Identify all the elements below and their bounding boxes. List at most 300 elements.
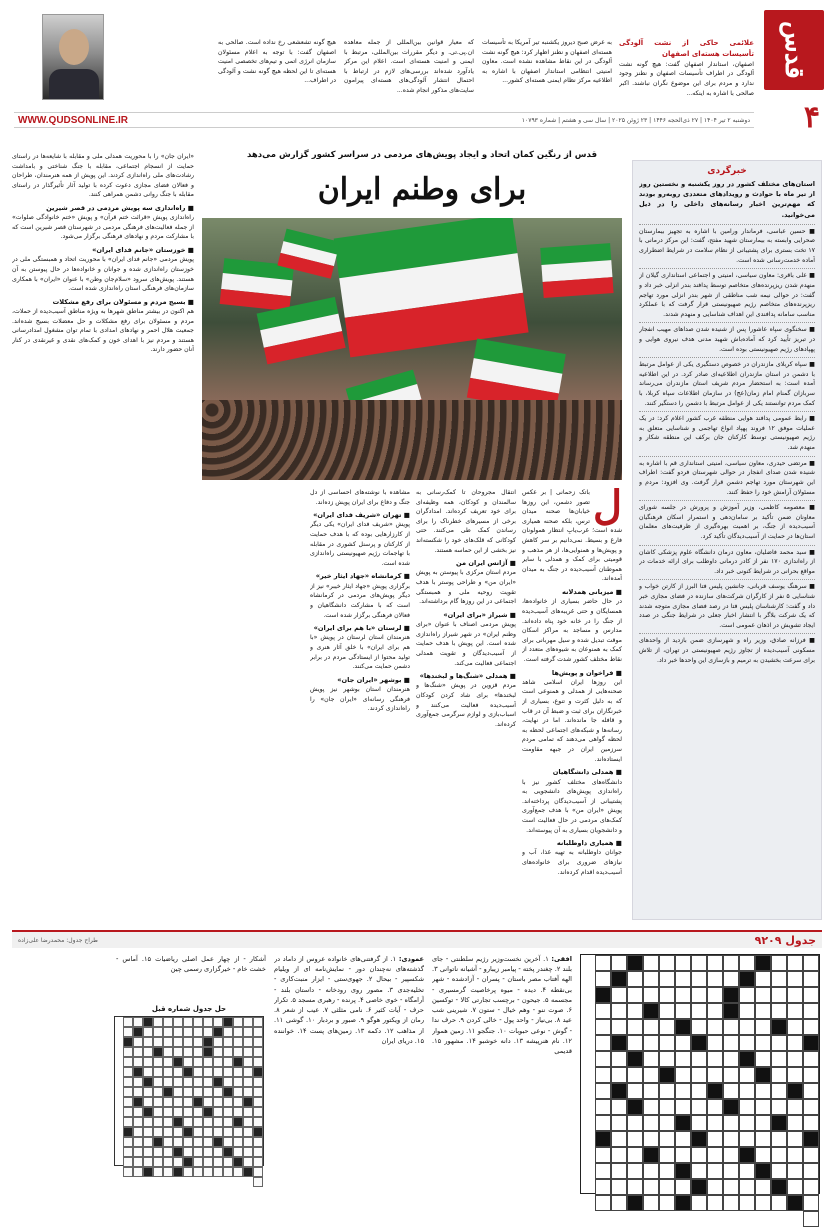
crossword-cell[interactable] [691,1147,707,1163]
answer-cell [183,1127,193,1137]
answer-cell [243,1087,253,1097]
crossword-cell[interactable] [771,987,787,1003]
crossword-cell[interactable] [707,1195,723,1211]
crossword-cell[interactable] [787,955,803,971]
crossword-cell[interactable] [691,1003,707,1019]
crossword-cell[interactable] [771,1163,787,1179]
crossword-cell[interactable] [627,1163,643,1179]
crossword-cell[interactable] [643,1195,659,1211]
answer-cell [133,1067,143,1077]
crossword-cell[interactable] [611,1163,627,1179]
crossword-cell[interactable] [739,1147,755,1163]
crossword-cell[interactable] [675,1131,691,1147]
crossword-cell[interactable] [675,1051,691,1067]
crossword-cell[interactable] [691,1115,707,1131]
article-col-4 [12,152,194,918]
answer-cell [143,1067,153,1077]
crossword-cell[interactable] [755,955,771,971]
crossword-cell[interactable] [675,1163,691,1179]
answer-cell [233,1067,243,1077]
crossword-cell[interactable] [739,1035,755,1051]
crossword-cell[interactable] [803,1115,819,1131]
crossword-cell[interactable] [707,1179,723,1195]
crossword-cell[interactable] [787,987,803,1003]
crossword-cell[interactable] [739,1067,755,1083]
crossword-cell[interactable] [723,1147,739,1163]
crossword-cell[interactable] [627,1003,643,1019]
crossword-cell[interactable] [675,1003,691,1019]
article-headline: برای وطنم ایران [317,172,527,207]
answer-cell [133,1117,143,1127]
crossword-cell[interactable] [771,1099,787,1115]
crossword-cell[interactable] [803,1035,819,1051]
crossword-cell[interactable] [723,1003,739,1019]
answer-cell [123,1057,133,1067]
crossword-cell[interactable] [659,1179,675,1195]
crossword-cell[interactable] [643,1131,659,1147]
answer-cell [233,1037,243,1047]
crossword-cell[interactable] [803,1147,819,1163]
answer-cell [163,1077,173,1087]
answer-cell [193,1127,203,1137]
crossword-cell[interactable] [771,1115,787,1131]
crossword-cell[interactable] [611,1083,627,1099]
crossword-cell[interactable] [707,1035,723,1051]
answer-cell [143,1097,153,1107]
answer-cell [123,1067,133,1077]
crossword-cell[interactable] [739,1131,755,1147]
answer-cell [123,1027,133,1037]
crossword-cell[interactable] [643,971,659,987]
crossword-cell[interactable] [659,1003,675,1019]
crossword-cell[interactable] [739,1019,755,1035]
crossword-cell[interactable] [611,971,627,987]
crossword-cell[interactable] [723,1131,739,1147]
crossword-cell[interactable] [755,1131,771,1147]
crossword-cell[interactable] [803,1195,819,1211]
crossword-cell[interactable] [723,1067,739,1083]
crossword-cell[interactable] [707,1099,723,1115]
answers-grid [114,1016,264,1166]
answer-cell [233,1107,243,1117]
answer-cell [243,1077,253,1087]
answer-cell [203,1057,213,1067]
answer-cell [213,1137,223,1147]
answer-cell [183,1017,193,1027]
crossword-cell[interactable] [643,1163,659,1179]
crossword-cell[interactable] [611,1019,627,1035]
crossword-cell[interactable] [595,1115,611,1131]
crossword-cell[interactable] [595,1163,611,1179]
answer-cell [183,1037,193,1047]
crossword-cell[interactable] [755,1003,771,1019]
crossword-cell[interactable] [691,1131,707,1147]
crossword-cell[interactable] [755,1163,771,1179]
crossword-cell[interactable] [771,1195,787,1211]
sidebar-news-item: ■ رابط عمومی پدافند هوایی منطقه غرب کشور اعلام کرد: در یک عملیات موفق ۱۲ فروند پهپاد انواع تهاجمی و شناسایی متعلق به رژیم صهیونیستی توسط کارکنان جان برکف این منطقه شکار و منهدم شد. [639,411,815,452]
answer-cell [223,1077,233,1087]
crossword-cell[interactable] [803,1019,819,1035]
crossword-cell[interactable] [627,971,643,987]
crossword-cell[interactable] [771,955,787,971]
crossword-cell[interactable] [627,955,643,971]
crossword-cell[interactable] [659,1051,675,1067]
crossword-cell[interactable] [675,1035,691,1051]
crossword-grid[interactable] [580,954,820,1194]
answer-cell [223,1117,233,1127]
crossword-cell[interactable] [723,1163,739,1179]
crossword-cell[interactable] [787,1163,803,1179]
crossword-cell[interactable] [611,1051,627,1067]
crossword-cell[interactable] [739,1003,755,1019]
crossword-cell[interactable] [755,1099,771,1115]
answer-cell [163,1097,173,1107]
answer-cell [193,1067,203,1077]
crossword-cell[interactable] [691,971,707,987]
crossword-cell[interactable] [595,1019,611,1035]
crossword-cell[interactable] [755,1051,771,1067]
crossword-cell[interactable] [595,987,611,1003]
answer-cell [173,1157,183,1167]
section-paragraph: مردم قزوین در پویش «شنگ‌ها و لبخندها» برای شاد کردن کودکان آسیب‌دیده فعالیت می‌کنند و اسباب‌بازی و لوازم سرگرمی جمع‌آوری کرده‌اند. [416,682,516,728]
crossword-cell[interactable] [643,1115,659,1131]
crossword-cell[interactable] [611,987,627,1003]
crossword-cell[interactable] [611,1147,627,1163]
crossword-cell[interactable] [787,1019,803,1035]
crossword-cell[interactable] [803,955,819,971]
crossword-cell[interactable] [659,971,675,987]
crossword-cell[interactable] [787,1131,803,1147]
answer-cell [223,1037,233,1047]
crossword-cell[interactable] [611,1099,627,1115]
crossword-cell[interactable] [659,1163,675,1179]
crossword-cell[interactable] [643,1051,659,1067]
website-link[interactable]: WWW.QUDSONLINE.IR [18,114,128,126]
crossword-cell[interactable] [707,1147,723,1163]
crossword-cell[interactable] [787,1051,803,1067]
crossword-cell[interactable] [643,1067,659,1083]
crossword-cell[interactable] [627,1035,643,1051]
crossword-cell[interactable] [755,1019,771,1035]
crossword-cell[interactable] [691,1195,707,1211]
section-subhead: ■ خوزستان «جانم فدای ایران» [92,246,194,255]
crossword-cell[interactable] [595,1131,611,1147]
sidebar-news-item: ■ حسین عباسی، فرماندار ورامین با اشاره به تجهیز بیمارستان صحرایی وابسته به بیمارستان شهید مفتح، گفت: این مرکز درمانی با ۱۷ تخت بستری برای پشتیبانی از نظام سلامت در شرایط اضطراری آماده خدمت‌رسانی شده است. [639,224,815,265]
crossword-cell[interactable] [595,1051,611,1067]
sidebar-news-item: ■ سرهنگ یوسف قربانی، جانشین پلیس فتا البرز از کارتن خواب و شناسایی ۵ نفر از کارگران شرکت‌های سازنده در فضای مجازی خبر داد و گفت: کارشناسان پلیس فتا در رصد فضای مجازی متوجه شدند که یک شرکت بلاگر با انتشار اخبار جعلی در شرایط جنگی در صدد ایجاد تشویش در اذهان عمومی است. [639,579,815,630]
answer-cell [223,1157,233,1167]
top-news-4: هیچ گونه تشعشعی رخ نداده است. صالحی به اصفهان گفت: با توجه به اعلام مسئولان سازمان انرژی اتمی و تیم‌های تخصصی امنیت هسته‌ای تا این لحظه هیچ گونه نشت و آلودگی در اطراف... [218,39,336,85]
crossword-cell[interactable] [723,1115,739,1131]
crossword-cell[interactable] [691,1163,707,1179]
crossword-cell[interactable] [611,1067,627,1083]
crossword-cell[interactable] [739,1115,755,1131]
crossword-cell[interactable] [755,1115,771,1131]
crossword-cell[interactable] [723,1099,739,1115]
crossword-cell[interactable] [595,1099,611,1115]
section-subhead: ■ تهران «شریف فدای ایران» [313,511,410,520]
crossword-cell[interactable] [771,1083,787,1099]
crossword-cell[interactable] [707,987,723,1003]
answer-cell [143,1147,153,1157]
crossword-cell[interactable] [787,1147,803,1163]
crossword-cell[interactable] [707,1019,723,1035]
crossword-cell[interactable] [595,1083,611,1099]
answer-cell [233,1127,243,1137]
answer-cell [203,1077,213,1087]
answer-cell [253,1057,263,1067]
crossword-cell[interactable] [595,1003,611,1019]
crossword-cell[interactable] [627,1147,643,1163]
crossword-cell[interactable] [675,1115,691,1131]
crossword-cell[interactable] [611,1179,627,1195]
crossword-cell[interactable] [755,1195,771,1211]
answer-cell [243,1147,253,1157]
answer-cell [233,1137,243,1147]
crossword-cell[interactable] [627,987,643,1003]
crossword-cell[interactable] [675,971,691,987]
crossword-cell[interactable] [643,1099,659,1115]
crossword-cell[interactable] [691,1067,707,1083]
crossword-cell[interactable] [787,1067,803,1083]
crossword-cell[interactable] [675,1195,691,1211]
crossword-cell[interactable] [691,955,707,971]
crossword-cell[interactable] [723,955,739,971]
answer-cell [223,1127,233,1137]
crossword-cell[interactable] [659,1099,675,1115]
crossword-cell[interactable] [787,1195,803,1211]
crossword-cell[interactable] [659,1195,675,1211]
crossword-cell[interactable] [707,971,723,987]
crossword-cell[interactable] [611,955,627,971]
crossword-cell[interactable] [643,1147,659,1163]
crossword-cell[interactable] [643,1179,659,1195]
crossword-cell[interactable] [707,1163,723,1179]
crossword-cell[interactable] [627,1051,643,1067]
crossword-cell[interactable] [691,1051,707,1067]
section-subhead: ■ میزبانی همدلانه [562,588,622,597]
section-paragraph: انتقال مجروحان تا کمک‌رسانی به سالمندان و کودکان، همه وظیفه‌ای برای خود تعریف کرده‌اند. امدادگران برخی از مسیرهای خطرناک را برای رساندن کمک طی می‌کنند. حتی کودکانی که قلک‌های خود را شکسته‌اند نیز بخشی از این حماسه هستند. [416,489,516,554]
crossword-cell[interactable] [739,971,755,987]
crossword-cell[interactable] [643,955,659,971]
crossword-cell[interactable] [739,1099,755,1115]
crossword-cell[interactable] [771,1131,787,1147]
answer-cell [153,1037,163,1047]
crossword-cell[interactable] [803,1179,819,1195]
crossword-cell[interactable] [707,1131,723,1147]
crossword-cell[interactable] [691,1083,707,1099]
crossword-cell[interactable] [803,1083,819,1099]
crossword-cell[interactable] [723,1179,739,1195]
crossword-cell[interactable] [595,1067,611,1083]
crossword-cell[interactable] [755,971,771,987]
crossword-cell[interactable] [627,1019,643,1035]
crossword-cell[interactable] [803,971,819,987]
crossword-cell[interactable] [771,1003,787,1019]
crossword-cell[interactable] [691,1099,707,1115]
crossword-cell[interactable] [787,1115,803,1131]
crossword-cell[interactable] [755,987,771,1003]
crossword-cell[interactable] [691,1019,707,1035]
crossword-cell[interactable] [659,987,675,1003]
crossword-cell[interactable] [771,1051,787,1067]
crossword-cell[interactable] [803,1211,819,1227]
crossword-cell[interactable] [771,1035,787,1051]
crossword-cell[interactable] [675,1067,691,1083]
crossword-cell[interactable] [739,1179,755,1195]
crossword-cell[interactable] [643,1083,659,1099]
crossword-cell[interactable] [627,1067,643,1083]
crossword-cell[interactable] [595,971,611,987]
answer-cell [123,1087,133,1097]
answer-cell [253,1087,263,1097]
answer-cell [163,1117,173,1127]
info-bar [14,112,754,128]
crossword-cell[interactable] [803,1003,819,1019]
crossword-cell[interactable] [659,1019,675,1035]
crossword-cell[interactable] [707,1083,723,1099]
crossword-cell[interactable] [739,955,755,971]
crossword-cell[interactable] [803,1051,819,1067]
crossword-cell[interactable] [659,1115,675,1131]
crossword-cell[interactable] [739,1051,755,1067]
crossword-cell[interactable] [691,1035,707,1051]
answer-cell [173,1097,183,1107]
answer-cell [243,1047,253,1057]
crossword-cell[interactable] [707,1003,723,1019]
crossword-cell[interactable] [723,1195,739,1211]
crossword-cell[interactable] [611,1003,627,1019]
crossword-cell[interactable] [627,1195,643,1211]
crossword-cell[interactable] [739,987,755,1003]
crossword-cell[interactable] [707,1115,723,1131]
crossword-cell[interactable] [755,1083,771,1099]
crossword-cell[interactable] [739,1195,755,1211]
answer-cell [253,1117,263,1127]
crossword-cell[interactable] [659,1083,675,1099]
answer-cell [233,1147,243,1157]
crossword-cell[interactable] [595,1179,611,1195]
crossword-cell[interactable] [675,1179,691,1195]
rally-photo [202,218,622,480]
crossword-cell[interactable] [675,955,691,971]
crossword-cell[interactable] [595,1147,611,1163]
crossword-cell[interactable] [595,1035,611,1051]
crossword-cell[interactable] [771,1179,787,1195]
crossword-cell[interactable] [755,1035,771,1051]
crossword-cell[interactable] [755,1179,771,1195]
crossword-cell[interactable] [675,1083,691,1099]
crossword-cell[interactable] [771,1067,787,1083]
answer-cell [133,1037,143,1047]
crossword-cell[interactable] [803,987,819,1003]
section-paragraph: هنرمندان استان بوشهر نیز پویش فرهنگی رسانه‌ای «ایران جان» را راه‌اندازی کردند. [310,686,410,713]
crossword-cell[interactable] [771,1147,787,1163]
answer-cell [143,1077,153,1087]
crossword-cell[interactable] [611,1131,627,1147]
crossword-cell[interactable] [611,1035,627,1051]
crossword-cell[interactable] [723,1051,739,1067]
crossword-cell[interactable] [627,1131,643,1147]
crossword-cell[interactable] [659,1147,675,1163]
crossword-cell[interactable] [643,1003,659,1019]
crossword-cell[interactable] [723,987,739,1003]
crossword-cell[interactable] [803,1163,819,1179]
crossword-vertical-clues: عمودی: ۱. از گرفتنی‌های خانواده عروس از داماد در گذشته‌های نه‌چندان دور - نمایش‌نامه ای از ویلیام شکسپیر - بیحال ۲. جهوی‌ستی - ایزار منبت‌کاری - تخلیه‌جدی ۳. مصور روی رودخانه - داستان بلند - آرامگاه - خوی خاصی ۴. پرنده - رهبری مسجد ۵. تکرار حرف - آیات کثیر ۶. نامی مثلثی ۷. عیب از شعر ۸. رمان از ویکتور هوگو ۹. صبور و بردبار ۱۰. گوشی ۱۱. از مذاهب ۱۲. دکمه ۱۳. زمین‌های پست ۱۴. خواننده ۱۵. دریای ایران [274,955,424,1045]
crossword-cell[interactable] [643,1019,659,1035]
crossword-cell[interactable] [771,1019,787,1035]
crossword-cell[interactable] [755,1147,771,1163]
crossword-cell[interactable] [627,1115,643,1131]
article-kicker: قدس از رنگین کمان اتحاد و ایجاد پویش‌های مردمی در سراسر کشور گزارش می‌دهد [246,150,598,160]
crossword-cell[interactable] [787,1083,803,1099]
crossword-cell[interactable] [691,1179,707,1195]
crossword-cell[interactable] [611,1115,627,1131]
crossword-cell[interactable] [675,1147,691,1163]
article-col-1 [522,488,622,918]
crossword-cell[interactable] [787,1003,803,1019]
crossword-cell[interactable] [803,1067,819,1083]
crossword-cell[interactable] [787,1099,803,1115]
crossword-cell[interactable] [723,1035,739,1051]
crossword-label: جدول [785,933,816,947]
crossword-cell[interactable] [707,1051,723,1067]
crossword-cell[interactable] [787,971,803,987]
crossword-cell[interactable] [643,987,659,1003]
lead-dropcap: ل [592,488,622,529]
crossword-cell[interactable] [675,1019,691,1035]
crossword-cell[interactable] [723,1019,739,1035]
answer-cell [253,1107,263,1117]
crossword-number: ۹۲۰۹ [754,933,782,947]
crossword-cell[interactable] [723,1083,739,1099]
crossword-cell[interactable] [675,1099,691,1115]
sidebar-intro: استان‌های مختلف کشور در روز یکشنبه و نخستین روز از تیر ماه با حوادث و رویدادهای متعددی روبه‌رو بودند که مهم‌ترین اخبار رسانه‌های داخلی را در ذیل می‌خوانید. [639,180,815,219]
section-subhead: ■ همدلی دانشگاهیان [552,768,622,777]
crossword-cell[interactable] [659,1131,675,1147]
crossword-cell[interactable] [739,1163,755,1179]
crossword-cell[interactable] [707,955,723,971]
crossword-cell[interactable] [739,1083,755,1099]
crossword-cell[interactable] [627,1083,643,1099]
crossword-cell[interactable] [595,955,611,971]
answer-cell [223,1147,233,1157]
answer-cell [253,1037,263,1047]
crossword-cell[interactable] [659,1067,675,1083]
crossword-cell[interactable] [803,1131,819,1147]
crossword-cell[interactable] [787,1035,803,1051]
answer-cell [123,1017,133,1027]
crossword-cell[interactable] [675,987,691,1003]
crossword-cell[interactable] [627,1179,643,1195]
crossword-cell[interactable] [723,971,739,987]
answer-cell [233,1117,243,1127]
crossword-cell[interactable] [771,971,787,987]
crossword-cell[interactable] [659,955,675,971]
crossword-cell[interactable] [691,987,707,1003]
answer-cell [253,1157,263,1167]
sidebar-news-item: ■ سید محمد فاضلیان، معاون درمان دانشگاه علوم پزشکی کاشان از راه‌اندازی ۱۷۰ نفر از کادر درمانی داوطلب برای ارائه خدمات در مواقع بحرانی در شرایط کنونی خبر داد. [639,545,815,577]
crossword-cell[interactable] [707,1067,723,1083]
crossword-cell[interactable] [611,1195,627,1211]
crossword-cell[interactable] [659,1035,675,1051]
crossword-cell[interactable] [595,1195,611,1211]
crossword-cell[interactable] [787,1179,803,1195]
crossword-cell[interactable] [755,1067,771,1083]
crossword-cell[interactable] [643,1035,659,1051]
crossword-cell[interactable] [803,1099,819,1115]
crossword-cell[interactable] [627,1099,643,1115]
